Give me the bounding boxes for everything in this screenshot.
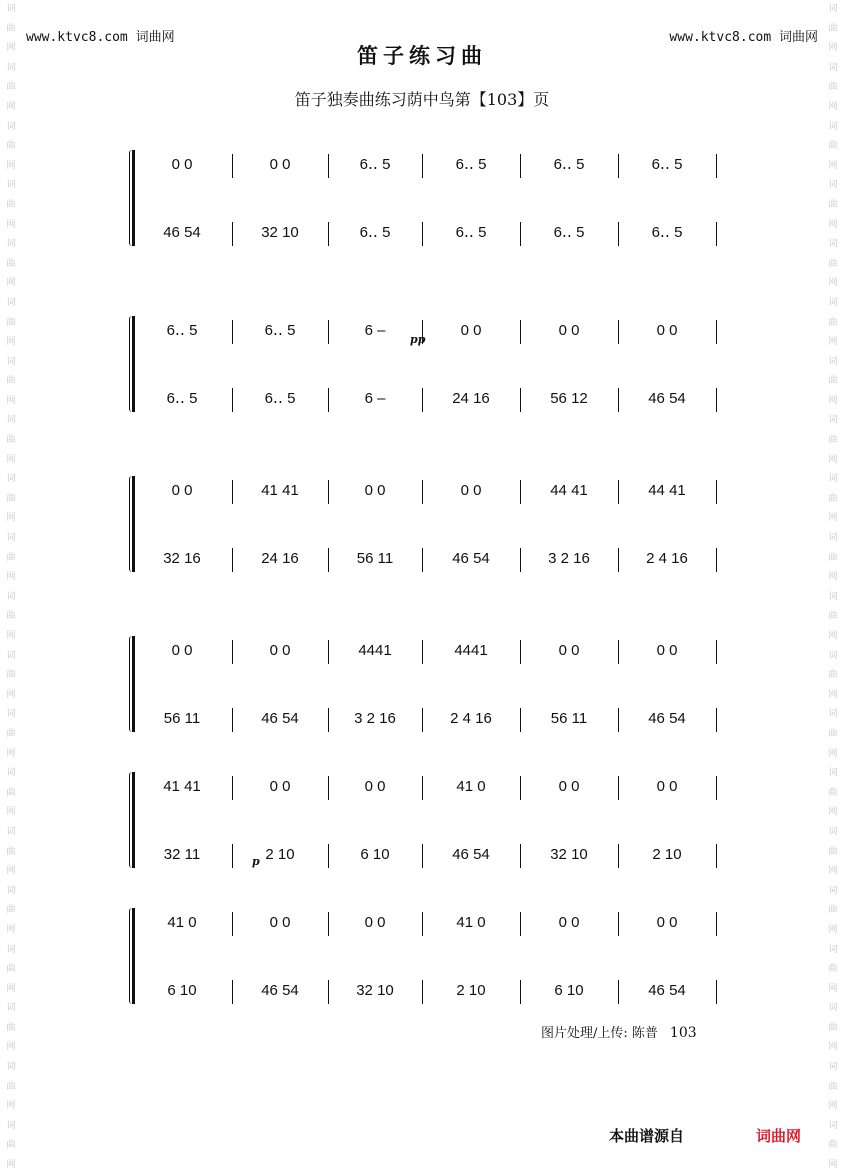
barline (520, 548, 521, 572)
measure: 6 10 (554, 981, 584, 999)
measure: 56 12 (550, 389, 588, 407)
barline (716, 548, 717, 572)
barline (422, 912, 423, 936)
measure: 32 10 (261, 223, 299, 241)
measure: 32 10 (356, 981, 394, 999)
barline (520, 708, 521, 732)
measure: 6‥ 5 (455, 156, 487, 173)
measure: 46 54 (261, 709, 299, 727)
barline (618, 480, 619, 504)
barline (422, 548, 423, 572)
measure: 24 16 (452, 389, 490, 407)
barline (716, 980, 717, 1004)
measure: 6 10 (167, 981, 197, 999)
measure: 32 16 (163, 549, 201, 567)
measure: 0 0 (364, 913, 386, 931)
barline (422, 640, 423, 664)
measure: 0 0 (656, 641, 678, 659)
measure: 46 54 (261, 981, 299, 999)
measure: 6‥ 5 (553, 224, 585, 241)
barline (716, 844, 717, 868)
measure: 3 2 16 (354, 709, 396, 727)
measure: 46 54 (648, 709, 686, 727)
barline (328, 480, 329, 504)
measure: 2 4 16 (450, 709, 492, 727)
barline (716, 480, 717, 504)
measure: 56 11 (356, 549, 394, 567)
measure: 2 10 (265, 845, 295, 863)
measure: 6‥ 5 (553, 156, 585, 173)
measure: 0 0 (171, 641, 193, 659)
measure: 6‥ 5 (264, 390, 296, 407)
measure: 0 0 (269, 641, 291, 659)
barline (520, 320, 521, 344)
page-subtitle: 笛子独奏曲练习荫中鸟第【103】页 (294, 90, 550, 109)
barline (232, 708, 233, 732)
barline (618, 708, 619, 732)
dynamic-p: p (252, 855, 260, 868)
lower-staff (132, 544, 716, 572)
barline (422, 708, 423, 732)
barline (618, 980, 619, 1004)
barline (520, 980, 521, 1004)
barline (328, 320, 329, 344)
measure: 0 0 (558, 321, 580, 339)
barline (328, 222, 329, 246)
barline (232, 222, 233, 246)
barline (328, 844, 329, 868)
measure: 6 – (364, 321, 386, 339)
measure: 0 0 (460, 481, 482, 499)
measure: 2 4 16 (646, 549, 688, 567)
barline (328, 388, 329, 412)
barline (618, 844, 619, 868)
measure: 4441 (454, 641, 488, 659)
site-watermark-left: www.ktvc8.com 词曲网 (26, 30, 175, 45)
barline (618, 912, 619, 936)
barline (716, 640, 717, 664)
barline (422, 844, 423, 868)
barline (618, 776, 619, 800)
measure: 3 2 16 (548, 549, 590, 567)
barline (232, 640, 233, 664)
barline (328, 640, 329, 664)
measure: 46 54 (648, 981, 686, 999)
barline (520, 480, 521, 504)
barline (232, 776, 233, 800)
barline (716, 776, 717, 800)
measure: 0 0 (171, 155, 193, 173)
barline (422, 388, 423, 412)
lower-staff (132, 840, 716, 868)
measure: 32 11 (163, 845, 201, 863)
barline (422, 776, 423, 800)
measure: 56 11 (550, 709, 588, 727)
measure: 0 0 (460, 321, 482, 339)
barline (520, 222, 521, 246)
lower-staff (132, 384, 716, 412)
barline (618, 388, 619, 412)
barline (328, 548, 329, 572)
measure: 6‥ 5 (166, 390, 198, 407)
measure: 6‥ 5 (651, 156, 683, 173)
measure: 2 10 (652, 845, 682, 863)
credit-line (541, 1022, 697, 1041)
measure: 0 0 (558, 641, 580, 659)
upper-staff (132, 772, 716, 800)
barline (618, 548, 619, 572)
barline (232, 548, 233, 572)
measure: 44 41 (550, 481, 588, 499)
measure: 46 54 (452, 845, 490, 863)
measure: 6 – (364, 389, 386, 407)
dynamic-pp: pp (410, 333, 426, 346)
barline (328, 154, 329, 178)
barline (328, 980, 329, 1004)
measure: 0 0 (364, 777, 386, 795)
measure: 6‥ 5 (264, 322, 296, 339)
measure: 0 0 (269, 913, 291, 931)
barline (422, 480, 423, 504)
barline (232, 154, 233, 178)
barline (618, 320, 619, 344)
measure: 41 0 (456, 913, 486, 931)
measure: 0 0 (269, 155, 291, 173)
measure: 24 16 (261, 549, 299, 567)
barline (422, 154, 423, 178)
lower-staff (132, 218, 716, 246)
watermark-column-left: 词 曲 网 词 曲 网 词 曲 网 词 曲 网 词 曲 网 词 曲 网 词 曲 网 词 曲 网 词 曲 网 词 曲 网 词 曲 网 词 曲 网 词 曲 网 词 曲 网 词 曲 网 词 曲 网 词 曲 网 词 曲 网 词 曲 网 词 曲 网 (6, 4, 16, 1171)
footer-source: 本曲谱源自 (609, 1127, 685, 1145)
barline (520, 776, 521, 800)
barline (232, 480, 233, 504)
barline (618, 640, 619, 664)
measure: 6‥ 5 (455, 224, 487, 241)
measure: 0 0 (364, 481, 386, 499)
measure: 0 0 (558, 777, 580, 795)
measure: 4441 (358, 641, 392, 659)
measure: 46 54 (452, 549, 490, 567)
measure: 0 0 (558, 913, 580, 931)
barline (328, 708, 329, 732)
upper-staff (132, 908, 716, 936)
barline (328, 776, 329, 800)
page-number: 103 (669, 1025, 697, 1041)
lower-staff (132, 976, 716, 1004)
barline (422, 980, 423, 1004)
upper-staff (132, 636, 716, 664)
measure: 41 41 (261, 481, 299, 499)
barline (520, 844, 521, 868)
upper-staff (132, 476, 716, 504)
lower-staff (132, 704, 716, 732)
measure: 41 41 (163, 777, 201, 795)
barline (618, 154, 619, 178)
barline (520, 912, 521, 936)
measure: 6 10 (360, 845, 390, 863)
barline (422, 222, 423, 246)
site-watermark-right: www.ktvc8.com 词曲网 (669, 30, 818, 45)
measure: 46 54 (163, 223, 201, 241)
barline (716, 912, 717, 936)
barline (716, 222, 717, 246)
measure: 0 0 (171, 481, 193, 499)
measure: 44 41 (648, 481, 686, 499)
barline (232, 912, 233, 936)
measure: 0 0 (269, 777, 291, 795)
barline (520, 388, 521, 412)
page-title: 笛子练习曲 (357, 43, 487, 68)
barline (520, 154, 521, 178)
barline (328, 912, 329, 936)
footer-brand: 词曲网 (756, 1127, 802, 1145)
barline (716, 708, 717, 732)
measure: 6‥ 5 (359, 156, 391, 173)
barline (716, 388, 717, 412)
measure: 0 0 (656, 777, 678, 795)
measure: 6‥ 5 (166, 322, 198, 339)
barline (232, 320, 233, 344)
measure: 56 11 (163, 709, 201, 727)
upper-staff (132, 150, 716, 178)
measure: 6‥ 5 (359, 224, 391, 241)
watermark-column-right: 词 曲 网 词 曲 网 词 曲 网 词 曲 网 词 曲 网 词 曲 网 词 曲 网 词 曲 网 词 曲 网 词 曲 网 词 曲 网 词 曲 网 词 曲 网 词 曲 网 词 曲 网 词 曲 网 词 曲 网 词 曲 网 词 曲 网 词 曲 网 (828, 4, 838, 1171)
measure: 6‥ 5 (651, 224, 683, 241)
measure: 41 0 (456, 777, 486, 795)
measure: 0 0 (656, 321, 678, 339)
barline (716, 154, 717, 178)
barline (520, 640, 521, 664)
measure: 32 10 (550, 845, 588, 863)
barline (716, 320, 717, 344)
measure: 2 10 (456, 981, 486, 999)
credit-text: 图片处理/上传: 陈普 (541, 1026, 658, 1041)
barline (618, 222, 619, 246)
barline (232, 980, 233, 1004)
measure: 41 0 (167, 913, 197, 931)
measure: 0 0 (656, 913, 678, 931)
measure: 46 54 (648, 389, 686, 407)
barline (232, 844, 233, 868)
barline (232, 388, 233, 412)
